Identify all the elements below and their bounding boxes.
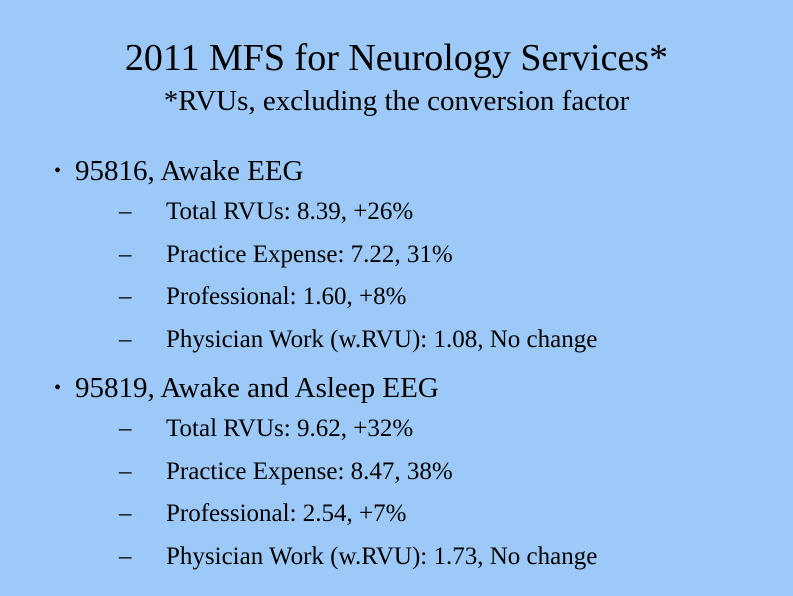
list-item-text: Physician Work (w.RVU): 1.73, No change: [166, 542, 598, 570]
section-heading-line: [0, 368, 793, 408]
section-awake-asleep-eeg: [0, 368, 793, 578]
list-item: [0, 276, 793, 319]
list-item-text: Total RVUs: 8.39, +26%: [166, 198, 414, 225]
list-item-text: Total RVUs: 9.62, +32%: [166, 415, 414, 442]
list-item: [0, 408, 793, 451]
list-item-text: Practice Expense: 8.47, 38%: [166, 457, 453, 485]
slide-subtitle: *RVUs, excluding the conversion factor: [163, 85, 630, 117]
section-heading: 95816, Awake EEG: [75, 155, 304, 187]
section-heading-line: [0, 151, 793, 191]
dash-icon: –: [119, 240, 132, 268]
list-item: [0, 191, 793, 234]
dash-icon: –: [119, 542, 132, 570]
list-item-text: Professional: 1.60, +8%: [166, 283, 407, 310]
dash-icon: –: [119, 500, 132, 527]
list-item-text: Practice Expense: 7.22, 31%: [166, 240, 453, 268]
dash-icon: –: [119, 283, 132, 310]
list-item: [0, 319, 793, 362]
list-item: [0, 451, 793, 494]
dash-icon: –: [119, 415, 132, 442]
list-item: [0, 493, 793, 536]
dash-icon: –: [119, 198, 132, 225]
slide-title: 2011 MFS for Neurology Services*: [124, 37, 669, 79]
section-heading: 95819, Awake and Asleep EEG: [75, 372, 439, 404]
list-item: [0, 234, 793, 277]
bullet-icon: •: [54, 377, 62, 399]
list-item-text: Professional: 2.54, +7%: [166, 500, 407, 527]
section-awake-eeg: [0, 151, 793, 361]
sub-bullet-list: [0, 191, 793, 361]
sub-bullet-list: [0, 408, 793, 578]
bullet-icon: •: [54, 160, 62, 182]
list-item-text: Physician Work (w.RVU): 1.08, No change: [166, 325, 598, 353]
list-item: [0, 536, 793, 579]
dash-icon: –: [119, 325, 132, 353]
dash-icon: –: [119, 457, 132, 485]
